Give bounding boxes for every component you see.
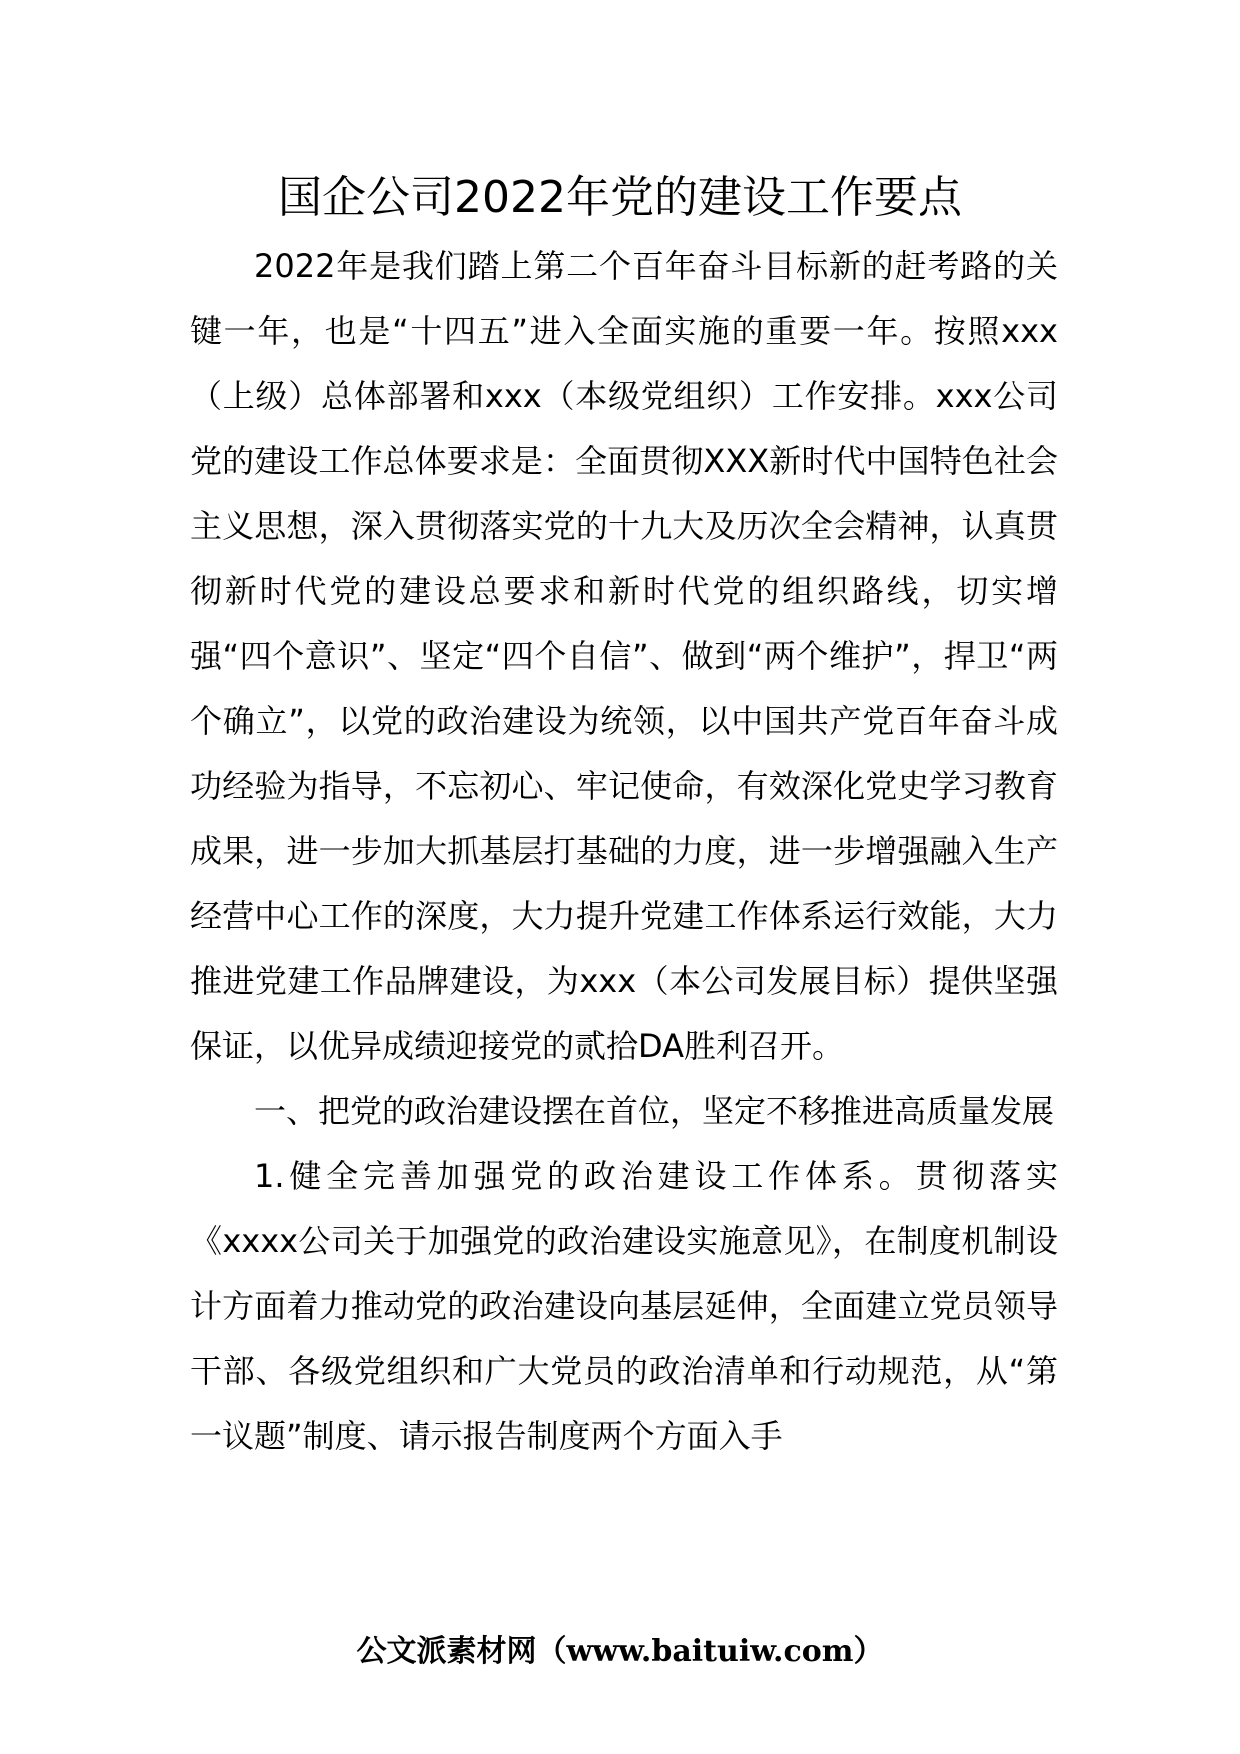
- item-paragraph-1: 1.健全完善加强党的政治建设工作体系。贯彻落实《xxxx公司关于加强党的政治建设实施意见》，在制度机制设计方面着力推动党的政治建设向基层延伸，全面建立党员领导干部、各级党组织和广大党员的政治清单和行动规范，从“第一议题”制度、请示报告制度两个方面入手: [190, 1157, 1058, 1455]
- footer-watermark: 公文派素材网（www.baituiw.com）: [356, 1634, 884, 1669]
- document-title: 国企公司2022年党的建设工作要点: [278, 172, 962, 223]
- intro-paragraph: 2022年是我们踏上第二个百年奋斗目标新的赶考路的关键一年，也是“十四五”进入全面实施的重要一年。按照xxx（上级）总体部署和xxx（本级党组织）工作安排。xxx公司党的建设工作总体要求是：全面贯彻XXX新时代中国特色社会主义思想，深入贯彻落实党的十九大及历次全会精神，认真贯彻新时代党的建设总要求和新时代党的组织路线，切实增强“四个意识”、坚定“四个自信”、做到“两个维护”，捍卫“两个确立”，以党的政治建设为统领，以中国共产党百年奋斗成功经验为指导，不忘初心、牢记使命，有效深化党史学习教育成果，进一步加大抓基层打基础的力度，进一步增强融入生产经营中心工作的深度，大力提升党建工作体系运行效能，大力推进党建工作品牌建设，为xxx（本公司发展目标）提供坚强保证，以优异成绩迎接党的贰拾DA胜利召开。: [190, 247, 1058, 1065]
- document-body: [190, 234, 1058, 1469]
- section-heading-1: 一、把党的政治建设摆在首位，坚定不移推进高质量发展: [254, 1092, 1055, 1130]
